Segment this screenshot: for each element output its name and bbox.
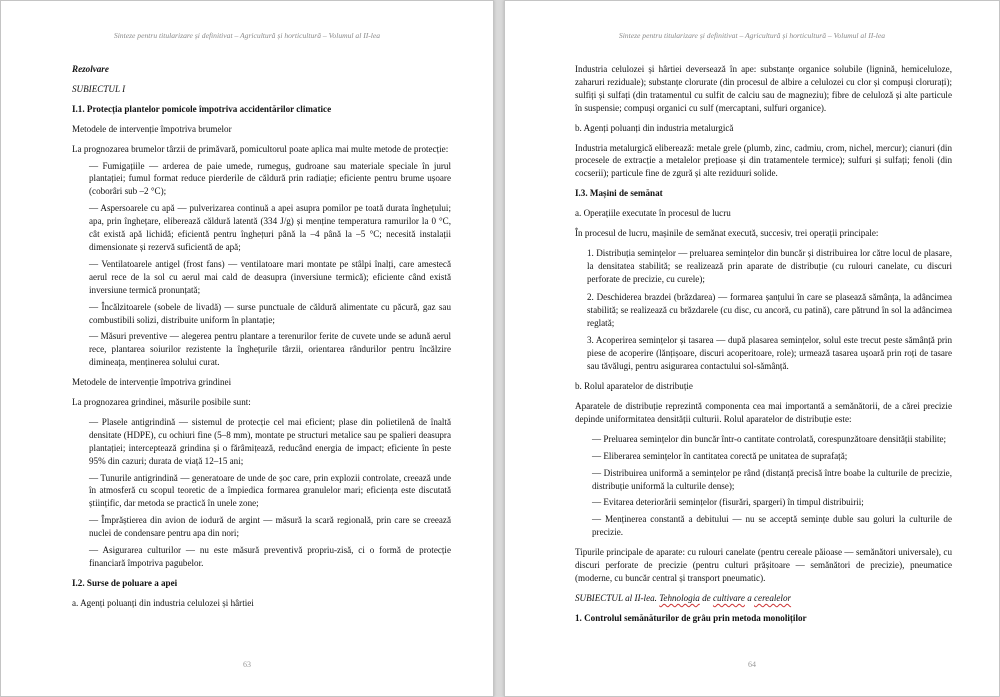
list-item: 2. Deschiderea brazdei (brăzdarea) — formarea șanțului în care se plasează sămânța, la adâncimea stabilită; se realizează cu brăzdarele (cu disc, cu ancoră, cu patină), care pătrund în sol la adâncimea reglată; [587,291,952,328]
spellcheck-word: cultivare [712,592,745,603]
left-page [0,0,494,697]
section-heading: 1. Controlul semănăturilor de grâu prin metoda monoliților [575,612,807,623]
list-item: — Ventilatoarele antigel (frost fans) — ventilatoare mari montate pe stâlpi înalți, care amestecă aerul rece de la sol cu aerul mai cald de deasupra (inversiune termică); eficiente când există inversiune termică pronunțată; [89,258,451,295]
list-item: — Evitarea deteriorării semințelor (fisurări, spargeri) în timpul distribuirii; [592,497,864,508]
rezolvare-label: Rezolvare [72,64,109,74]
paragraph: Metodele de intervenție împotriva brumelor [72,123,232,134]
list-item: — Menținerea constantă a debitului — nu se acceptă semințe duble sau goluri la culturile de precizie. [592,514,952,538]
section-heading: I.2. Surse de poluare a apei [72,577,178,588]
subiect-text: SUBIECTUL al II-lea. [575,592,660,603]
paragraph: La prognozarea brumelor târzii de primăvară, pomicultorul poate aplica mai multe metode de protecție: [72,143,449,154]
paragraph: În procesul de lucru, mașinile de semănat execută, succesiv, trei operații principale: [575,228,879,239]
list-item: — Distribuirea uniformă a semințelor pe rând (distanță precisă între boabe la culturile de precizie, distribuție uniformă la culturile dense); [592,467,952,491]
paragraph: Metodele de intervenție împotriva grindinei [72,377,232,388]
paragraph: Tipurile principale de aparate: cu rulouri canelate (pentru cereale păioase — semănători universale), cu discuri perforate de precizie (pentru culturi prășitoare — semănători de precizie), pneumatice (moderne, cu buncăr central și transport pneumatic). [575,547,952,583]
spellcheck-word: Tehnologia [659,592,700,603]
subiect-heading [575,592,952,605]
subiect-text: a [744,592,755,603]
page-header: Sinteze pentru titularizare și definitivat – Agricultură și horticultură – Volumul al II-lea [113,31,381,40]
list-item: — Plasele antigrindină — sistemul de protecție cel mai eficient; plase din polietilenă de înaltă densitate (HDPE), cu ochiuri fine (5–8 mm), montate pe structuri metalice sau pe spalieri deasupra plantației; interceptează grindina și o fărâmițează, reducând energia de impact; eficiente în peste 95% din cazuri; durata de viață 12–15 ani; [89,416,451,466]
paragraph: Aparatele de distribuție reprezintă componenta cea mai importantă a semănătorii, de a cărei precizie depinde uniformitatea densității culturii. Rolul aparatelor de distribuție este: [575,401,952,424]
spellcheck-word: cerealelor [754,592,792,603]
page-number: 63 [243,660,251,669]
list-item: — Asigurarea culturilor — nu este măsură preventivă propriu-zisă, ci o formă de protecție financiară împotriva pagubelor. [89,545,451,568]
subiect-label: SUBIECTUL I [72,83,126,94]
paragraph: b. Rolul aparatelor de distribuție [575,381,693,392]
list-item: 1. Distribuția semințelor — preluarea semințelor din buncăr și distribuirea lor către locul de plasare, la densitatea stabilită; se realizează prin aparate de distribuție (cu rulouri canelate, cu discuri perforate de precizie, cu curele); [587,247,952,284]
list-item: — Tunurile antigrindină — generatoare de unde de șoc care, prin explozii controlate, creează unde în atmosferă cu scopul teoretic de a împiedica formarea granulelor mari; eficiența este discutată științific, dar metoda se practică în unele zone; [89,472,451,509]
right-page [504,0,1000,697]
page-header: Sinteze pentru titularizare și definitivat – Agricultură și horticultură – Volumul al II-lea [618,31,886,40]
page-content [575,63,952,632]
page-content [72,63,451,617]
paragraph: a. Operațiile executate în procesul de lucru [575,208,731,219]
paragraph: a. Agenți poluanți din industria celulozei și hârtiei [72,597,254,608]
list-item: — Fumigațiile — arderea de paie umede, rumeguș, gudroane sau materiale speciale în jurul plantației; fumul format reduce pierderile de căldură prin radiație; eficiente pentru brume ușoare (coborâri sub –2 °C); [89,160,451,197]
paragraph: Industria celulozei și hârtiei deversează în ape: substanțe organice solubile (lignină, hemiceluloze, zaharuri reziduale); substanțe clorurate (din procesul de albire a celulozei cu clor și compuși clorurați); sulfiți și sulfați (din tratamentul cu sulfit de calciu sau de magneziu); fibre de celuloză și alte particule în suspensie; compuși organici cu sulf (mercaptani, sulfuri organice). [575,64,952,113]
subiect-text: de [699,592,713,603]
page-number: 64 [748,660,756,669]
list-item: — Împrăștierea din avion de iodură de argint — măsură la scară regională, prin care se creează nuclei de condensare pentru apa din nori; [89,515,451,539]
section-heading: I.3. Mașini de semănat [575,188,663,199]
paragraph: La prognozarea grindinei, măsurile posibile sunt: [72,397,251,408]
list-item: — Eliberarea semințelor în cantitatea corectă pe unitatea de suprafață; [592,450,848,461]
list-item: — Preluarea semințelor din buncăr într-o cantitate controlată, corespunzătoare densității stabilite; [592,433,947,444]
section-heading: I.1. Protecția plantelor pomicole împotriva accidentărilor climatice [72,103,332,114]
list-item: — Măsuri preventive — alegerea pentru plantare a terenurilor ferite de cuvete unde se adună aerul rece, plantarea soiurilor rezistente la înghețurile târzii, orientarea rândurilor pentru încălzire dimineața, menținerea solului curat. [89,331,451,368]
list-item: — Aspersoarele cu apă — pulverizarea continuă a apei asupra pomilor pe toată durata înghețului; apa, prin înghețare, eliberează căldură latentă (334 J/g) și menține temperatura ramurilor la 0 °C, cât există apă lichidă; eficientă pentru înghețuri până la –4 până la –5 °C; necesită instalații dimensionate și rezervă suficientă de apă; [89,203,451,252]
list-item: — Încălzitoarele (sobele de livadă) — surse punctuale de căldură alimentate cu păcură, gaz sau combustibili solizi, distribuite uniform în plantație; [89,301,451,325]
paragraph: Industria metalurgică eliberează: metale grele (plumb, zinc, cadmiu, crom, nichel, mercur); cianuri (din procesele de extracție a metalelor prețioase și din tratamentele termice); sulfuri și sulfați; fenoli (din cocserii); particule fine de zgură și alte reziduuri solide. [575,142,952,179]
paragraph: b. Agenți poluanți din industria metalurgică [575,122,734,133]
list-item: 3. Acoperirea semințelor și tasarea — după plasarea semințelor, solul este trecut peste sămânță prin piese de acoperire (lănțișoare, discuri acoperitoare, role); urmează tasarea ușoară prin roți de tasare sau tăvălugi, pentru asigurarea contactului sol-sămânță. [587,335,952,372]
